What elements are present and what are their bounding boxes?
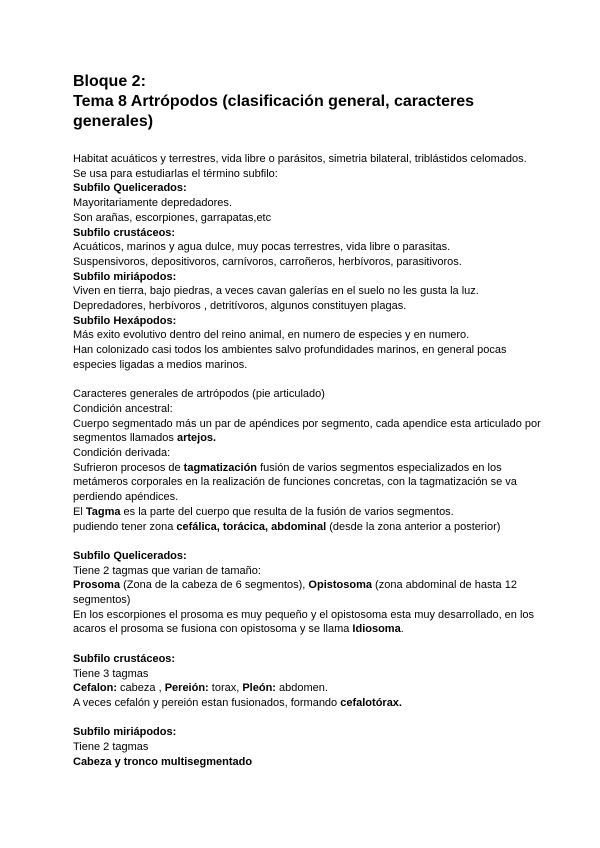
habitat-paragraph: Habitat acuáticos y terrestres, vida libre o parásitos, simetria bilateral, triblástidos celomados. — [73, 153, 527, 165]
cefalon-text: cabeza , — [117, 682, 165, 695]
tagma-text: es la parte del cuerpo que resulta de la fusión de varios segmentos. — [120, 505, 454, 518]
caracteres-heading: Caracteres generales de artrópodos (pie articulado) — [73, 388, 325, 401]
zona-text: (desde la zona anterior a posterior) — [326, 520, 501, 533]
fusion-text: A veces cefalón y pereión estan fusionados, formando — [73, 696, 341, 709]
ancestral-paragraph — [73, 417, 543, 446]
quelicerados-2-tagmas: Tiene 2 tagmas que varian de tamaño: — [73, 564, 261, 577]
crustaceos-line: Acuáticos, marinos y agua dulce, muy pocas terrestres, vida libre o parasitas. — [73, 241, 451, 254]
spacer — [73, 534, 543, 549]
crustaceos-2-heading: Subfilo crustáceos: — [73, 652, 176, 665]
opistosoma-term: Opistosoma — [308, 579, 372, 592]
zonas-term: cefálica, torácica, abdominal — [176, 520, 327, 533]
escorpiones-paragraph — [73, 608, 543, 637]
artejos-term: artejos. — [176, 432, 217, 445]
document-body — [73, 152, 543, 769]
opistosoma-text: (zona abdominal de hasta 12 segmentos) — [73, 579, 517, 607]
hexapodos-line: Han colonizado casi todos los ambientes salvo profundidades marinos, en general pocas especies ligadas a medios marinos. — [73, 344, 507, 371]
escorpiones-text: En los escorpiones el prosoma es muy pequeño y el opistosoma esta muy desarrollado, en los acaros el prosoma se fusiona con opistosoma y se llama — [73, 608, 535, 636]
tagma-text: El — [73, 505, 86, 518]
zona-text: pudiendo tener zona — [73, 520, 177, 533]
miriapodos-2-heading: Subfilo miriápodos: — [73, 726, 177, 739]
miriapodos-2-tagmas: Tiene 2 tagmas — [73, 741, 149, 754]
ancestral-label: Condición ancestral: — [73, 402, 173, 415]
crustaceos-line: Suspensivoros, depositivoros, carnívoros, carroñeros, herbívoros, parasitivoros. — [73, 255, 462, 268]
title-line-1: Bloque 2: — [73, 73, 146, 90]
spacer — [73, 711, 543, 726]
miriapodos-line: Viven en tierra, bajo piedras, a veces cavan galerías en el suelo no les gusta la luz. — [73, 285, 479, 298]
miriapodos-heading: Subfilo miriápodos: — [73, 270, 177, 283]
cefalon-term: Cefalon: — [73, 682, 117, 695]
pereion-text: torax, — [208, 682, 243, 695]
cefalotorax-paragraph — [73, 696, 543, 711]
cefalotorax-term: cefalotórax. — [340, 696, 402, 709]
prosoma-term: Prosoma — [73, 579, 121, 592]
pleon-text: abdomen. — [275, 682, 328, 695]
spacer — [73, 637, 543, 652]
derivada-text: Sufrieron procesos de — [73, 461, 184, 474]
prosoma-text: (Zona de la cabeza de 6 segmentos), — [120, 579, 309, 592]
idiosoma-term: Idiosoma — [352, 623, 401, 636]
crustaceos-2-tagmas: Tiene 3 tagmas — [73, 667, 149, 680]
hexapodos-heading: Subfilo Hexápodos: — [73, 314, 177, 327]
zona-paragraph — [73, 520, 543, 535]
tagmatizacion-term: tagmatización — [183, 461, 258, 474]
quelicerados-line: Son arañas, escorpiones, garrapatas,etc — [73, 211, 272, 224]
spacer — [73, 373, 543, 388]
pereion-term: Pereión: — [164, 682, 209, 695]
quelicerados-heading: Subfilo Quelicerados: — [73, 182, 187, 195]
hexapodos-line: Más exito evolutivo dentro del reino animal, en numero de especies y en numero. — [73, 329, 470, 342]
ancestral-text: Cuerpo segmentado más un par de apéndices por segmento, cada apendice esta articulado por segmentos llamados — [73, 417, 541, 445]
derivada-paragraph — [73, 461, 543, 505]
term-paragraph: Se usa para estudiarlas el término subfilo: — [73, 167, 278, 180]
tagma-paragraph — [73, 505, 543, 520]
miriapodos-line: Depredadores, herbívoros , detritívoros, algunos constituyen plagas. — [73, 300, 407, 313]
tagmas-paragraph — [73, 681, 543, 696]
derivada-text: fusión de varios segmentos especializados en los metámeros corporales en la realización de funciones concretas, con la tagmatización se va perdiendo apéndices. — [73, 461, 517, 504]
prosoma-paragraph — [73, 578, 543, 607]
quelicerados-line: Mayoritariamente depredadores. — [73, 197, 232, 210]
derivada-label: Condición derivada: — [73, 447, 171, 460]
document-page — [73, 72, 543, 769]
tagma-term: Tagma — [85, 505, 121, 518]
escorpiones-end: . — [400, 623, 404, 636]
quelicerados-2-heading: Subfilo Quelicerados: — [73, 549, 187, 562]
pleon-term: Pleón: — [242, 682, 276, 695]
cabeza-tronco: Cabeza y tronco multisegmentado — [73, 755, 253, 768]
crustaceos-heading: Subfilo crustáceos: — [73, 226, 176, 239]
title-line-2: Tema 8 Artrópodos (clasificación general, caracteres generales) — [73, 93, 475, 130]
document-title — [73, 72, 543, 132]
